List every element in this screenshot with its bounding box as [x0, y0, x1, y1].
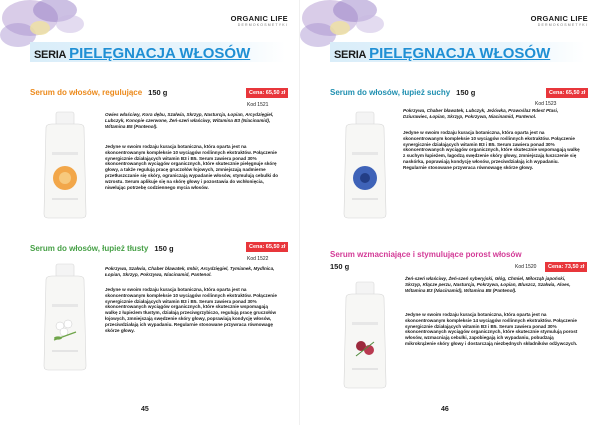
brand-logo	[531, 14, 588, 27]
catalog-page-right	[300, 0, 600, 425]
product-description: Jedyne w swoim rodzaju kuracja botaniczna, która oparta jest na skoncentrowanym kompleksie 10 wyciągów roślinnych ekstraktów. Połączenie synergicznie działających witamin B3 i B5. Serum zawiera ponad 30% skoncentrowanych wyciągów organicznych, które skutecznie wspomagają walkę z łupieżem tłustym, działają przeciwgrzybiczo, regulują pracę gruczołów łojowych, zmniejszają swędzenie skóry głowy, poprawiają kondycję włosów, przeciwdziałają ich wypadaniu. Regularnie stosowane przywraca równowagę skórze głowy.	[105, 287, 277, 333]
serum-bottle-image	[30, 110, 100, 220]
product-volume: 150 g	[154, 244, 174, 253]
series-title: PIELĘGNACJA WŁOSÓW	[369, 45, 551, 62]
product-description: Jedyne w swoim rodzaju kuracja botaniczna, która oparta jest na skoncentrowanym kompleksie 10 wyciągów roślinnych ekstraktów. Połączenie synergicznie działających witamin B3 i B5. Serum zawiera ponad 30% skoncentrowanych wyciągów organicznych, które skutecznie wspomagają walkę z suchym łupieżem, łagodzą swędzenie skóry głowy, zmniejszają łuszczenie się naskórka, poprawiają kondycję włosów, przeciwdziałają ich wypadaniu. Regularnie stosowane przywraca równowagę skórze głowy.	[403, 130, 580, 170]
serum-bottle-image	[330, 280, 400, 390]
brand-logo	[231, 14, 288, 27]
brand-tagline: DERMOKOSMETYKI	[537, 23, 588, 27]
product-code: Kod 1523	[535, 101, 557, 107]
product-description: Jedyne w swoim rodzaju kuracja botaniczna, która oparta jest na skoncentrowanym kompleksie 14 wyciągów roślinnych ekstraktów. Połączenie synergicznie działających witamin B3 i B5. Serum zawiera ponad 30% skoncentrowanych wyciągów organicznych, które skutecznie stymulują porost włosów, wzmacniają cebulki, zapobiegają ich wypadaniu, pobudzają mikrokrążenie skóry głowy i dostarczają niezbędnych składników odżywczych.	[405, 312, 578, 346]
brand-name: ORGANIC LIFE	[230, 14, 288, 23]
product-title	[30, 244, 174, 253]
product-name: Serum do włosów, łupież tłusty	[30, 244, 149, 253]
serum-bottle-image	[330, 110, 400, 220]
product-volume: 150 g	[148, 88, 168, 97]
series-heading	[34, 45, 250, 62]
series-prefix: SERIA	[334, 49, 367, 61]
product-code: Kod 1520	[515, 264, 537, 270]
serum-bottle-image	[30, 262, 100, 372]
product-ingredients: Owies właściwy, Kora dębu, Szałwia, Skrzyp, Nasturcja, Łopian, Arcydzięgiel, Lubczyk, Konopie czerwone, Żeń-szeń właściwy, Witamina B3 (Niacinamid), Witamina B5 (Pantenol).	[105, 112, 274, 129]
product-code: Kod 1522	[247, 256, 269, 262]
product-name: Serum do włosów, łupież suchy	[330, 88, 451, 97]
product-ingredients: Pokrzywa, Chaber bławatek, Lubczyk, Jeżówka, Prawoślaz Rdest Ptasi, Dziurawiec, Łopian, Skrzyp, Pokrzywa, Niacinamid, Pantenol.	[403, 108, 559, 119]
price-badge: Cena: 73,50 zł	[545, 262, 587, 272]
product-title	[330, 88, 475, 97]
product-description: Jedyne w swoim rodzaju kuracja botaniczna, która oparta jest na skoncentrowanym kompleksie 10 wyciągów roślinnych ekstraktów. Połączenie synergicznie działających witamin B3 i B5. Serum zawiera ponad 30% skoncentrowanych wyciągów organicznych, które skutecznie pielęgnuje skórę głowy, a także regulują pracę gruczołów łojowych, zmniejszają nadmierne przetłuszczanie się skóry, ograniczają wypadanie włosów, stymulują cebulki do wzrostu. Serum aplikuje się na skórę głowy i pozostawia do wchłonięcia, niwelując potrzebę codziennego mycia włosów.	[105, 144, 279, 190]
series-prefix: SERIA	[34, 49, 67, 61]
product-ingredients: Żeń-szeń właściwy, Żeń-szeń syberyjski, Głóg, Chmiel, Miłorząb japoński, Skrzyp, Kłącze perzu, Nasturcja, Pokrzywa, Łopian, Bluszcz, Szałwia, Aloes, Witamina B3 (Niacinamid), Witamina B5 (Pantenol).	[405, 276, 571, 293]
brand-name: ORGANIC LIFE	[530, 14, 588, 23]
product-title	[30, 88, 167, 97]
product-volume: 150 g	[330, 262, 350, 271]
page-number: 45	[141, 406, 149, 413]
brand-tagline: DERMOKOSMETYKI	[237, 23, 288, 27]
product-title	[330, 250, 522, 259]
product-code: Kod 1521	[247, 102, 269, 108]
series-heading	[334, 45, 550, 62]
product-volume: 150 g	[456, 88, 476, 97]
price-badge: Cena: 65,50 zł	[546, 88, 588, 98]
product-name: Serum do włosów, regulujące	[30, 88, 143, 97]
product-name: Serum wzmacniające i stymulujące porost włosów	[330, 250, 522, 259]
price-badge: Cena: 65,50 zł	[246, 242, 288, 252]
product-ingredients: Pokrzywa, Szałwia, Chaber bławatek, Imbir, Arcydzięgiel, Tymianek, Mydlnica, Łopian, Skrzyp, Pokrzywa, Niacinamid, Pantenol.	[105, 266, 275, 277]
price-badge: Cena: 65,50 zł	[246, 88, 288, 98]
page-number: 46	[441, 406, 449, 413]
series-title: PIELĘGNACJA WŁOSÓW	[69, 45, 251, 62]
